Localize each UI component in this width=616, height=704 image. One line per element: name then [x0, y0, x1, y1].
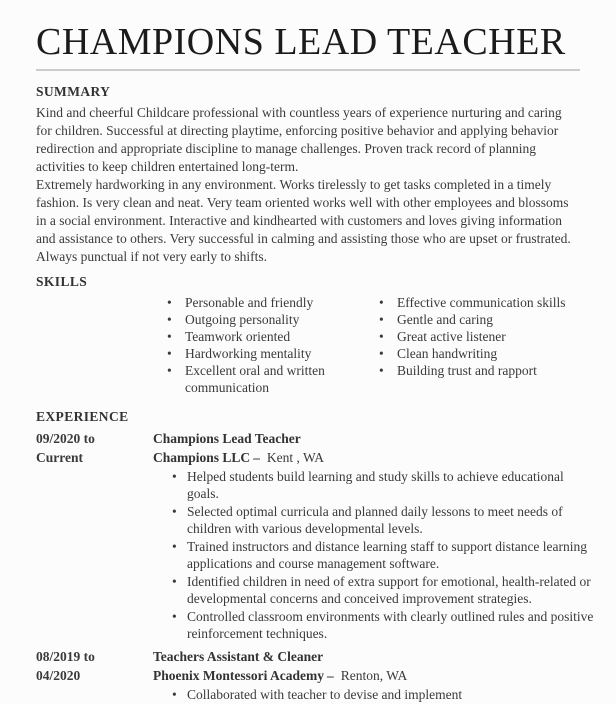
company-location-separator: –	[253, 450, 260, 465]
skills-columns	[165, 294, 580, 396]
job-bullet: • Controlled classroom environments with clearly outlined rules and positive reinforcement techniques.	[165, 608, 599, 642]
job-title: Teachers Assistant & Cleaner	[153, 649, 324, 664]
job-company-line	[153, 448, 599, 467]
skill-item: • Teamwork oriented	[165, 328, 377, 345]
job-details	[153, 429, 599, 643]
company-location: Renton, WA	[340, 668, 408, 683]
job-entry-champions	[36, 429, 594, 643]
company-name: Champions LLC	[153, 450, 251, 465]
job-bullet: • Identified children in need of extra support for emotional, health-related or developmental concerns and conceived improvement strategies.	[165, 573, 599, 607]
summary-paragraph-1: Kind and cheerful Childcare professional with countless years of experience nurturing and caring for children. Successful at directing playtime, enforcing positive behavior and applying behavior redirection and appropriate discipline to manage challenges. Proven track record of planning activities to keep children entertained long-term.	[36, 105, 562, 174]
job-bullet: • Collaborated with teacher to devise and implement	[165, 686, 599, 703]
skills-column-left	[165, 294, 377, 396]
title-divider	[36, 69, 580, 71]
job-bullet: • Trained instructors and distance learning staff to support distance learning applications and course management software.	[165, 538, 599, 572]
job-date-range	[36, 429, 153, 643]
skills-section	[36, 274, 580, 396]
job-date-line: Current	[36, 450, 83, 465]
skill-item: • Hardworking mentality	[165, 345, 377, 362]
company-location-separator: –	[327, 668, 334, 683]
skills-heading: SKILLS	[36, 274, 88, 289]
company-name: Phoenix Montessori Academy	[153, 668, 324, 683]
skills-column-right	[377, 294, 567, 396]
summary-paragraph-2: Extremely hardworking in any environment. Works tirelessly to get tasks completed in a timely fashion. Is very clean and neat. Very team oriented works well with other employees and blossoms in a social environment. Interactive and kindhearted with customers and loves giving information and assistance to others. Very successful in calming and assisting those who are upset or frustrated. Always punctual if not very early to shifts.	[36, 177, 571, 264]
job-date-range	[36, 647, 153, 704]
skill-item: • Great active listener	[377, 328, 567, 345]
job-bullet: • Helped students build learning and study skills to achieve educational goals.	[165, 468, 599, 502]
skill-item: • Clean handwriting	[377, 345, 567, 362]
skill-item: • Gentle and caring	[377, 311, 567, 328]
job-bullet-list	[165, 468, 599, 642]
job-title: Champions Lead Teacher	[153, 431, 301, 446]
skill-item: • Excellent oral and written communication	[165, 362, 377, 396]
page-title: CHAMPIONS LEAD TEACHER	[36, 21, 566, 63]
experience-heading: EXPERIENCE	[36, 409, 129, 424]
job-bullet: • Selected optimal curricula and planned daily lessons to meet needs of children with various developmental levels.	[165, 503, 599, 537]
job-company-line	[153, 666, 599, 685]
skill-item: • Effective communication skills	[377, 294, 567, 311]
experience-section	[36, 409, 594, 704]
summary-section	[36, 84, 580, 266]
job-bullet-list	[165, 686, 599, 703]
job-date-line: 09/2020 to	[36, 431, 95, 446]
job-date-line: 04/2020	[36, 668, 81, 683]
job-date-line: 08/2019 to	[36, 649, 95, 664]
job-entry-phoenix-montessori	[36, 647, 580, 704]
summary-heading: SUMMARY	[36, 84, 111, 99]
skill-item: • Personable and friendly	[165, 294, 377, 311]
job-details	[153, 647, 599, 704]
skill-item: • Building trust and rapport	[377, 362, 567, 379]
company-location: Kent , WA	[266, 450, 325, 465]
skill-item: • Outgoing personality	[165, 311, 377, 328]
